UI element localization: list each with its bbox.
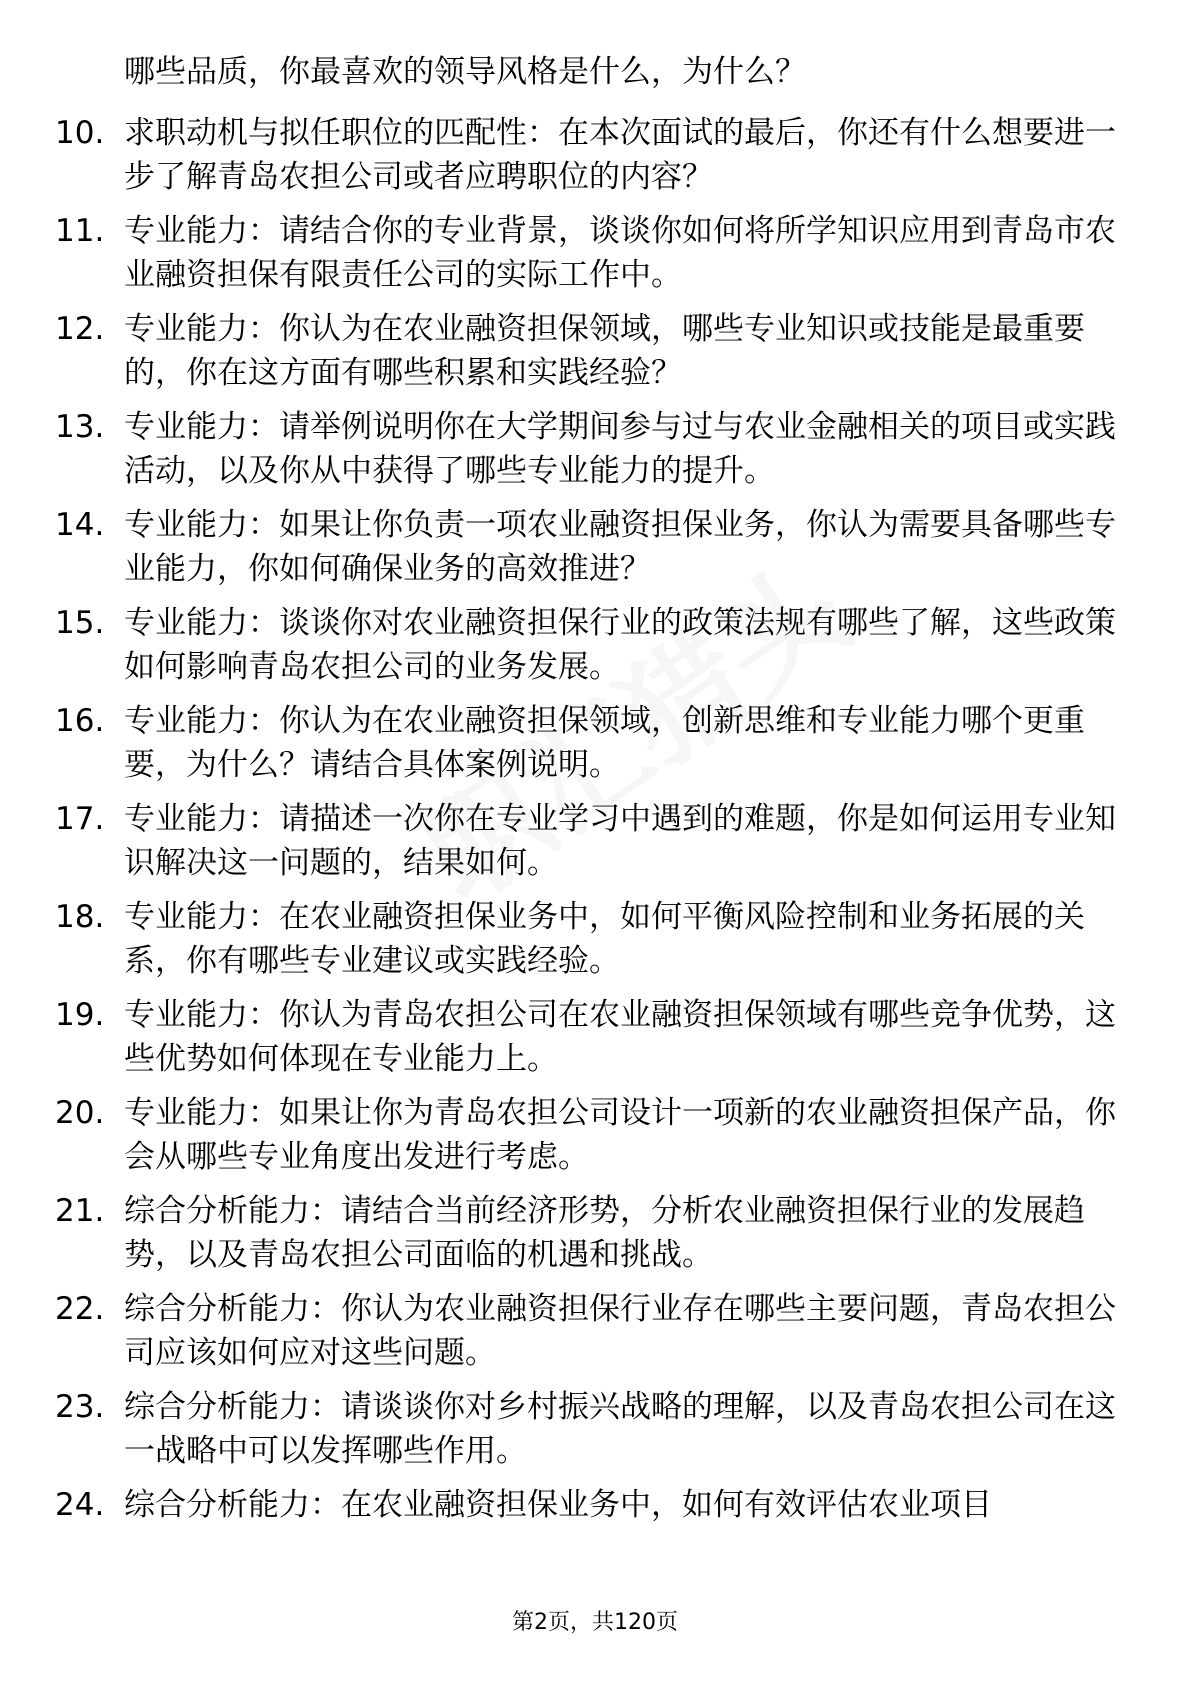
list-item <box>0 307 1190 405</box>
question-number: 19. <box>55 997 105 1033</box>
list-item <box>0 699 1190 797</box>
question-number: 16. <box>55 703 105 739</box>
question-text: 专业能力：如果让你负责一项农业融资担保业务，你认为需要具备哪些专业能力，你如何确保业务的高效推进？ <box>124 507 1116 587</box>
question-text: 专业能力：你认为在农业融资担保领域，创新思维和专业能力哪个更重要，为什么？请结合具体案例说明。 <box>124 703 1085 783</box>
question-text: 专业能力：谈谈你对农业融资担保行业的政策法规有哪些了解，这些政策如何影响青岛农担公司的业务发展。 <box>124 605 1116 685</box>
question-text: 专业能力：在农业融资担保业务中，如何平衡风险控制和业务拓展的关系，你有哪些专业建议或实践经验。 <box>124 899 1085 979</box>
list-item <box>0 797 1190 895</box>
question-number: 10. <box>55 115 105 151</box>
question-text: 专业能力：请举例说明你在大学期间参与过与农业金融相关的项目或实践活动，以及你从中获得了哪些专业能力的提升。 <box>124 409 1116 489</box>
list-item <box>0 601 1190 699</box>
list-item <box>0 503 1190 601</box>
question-number: 12. <box>55 311 105 347</box>
question-text: 专业能力：你认为青岛农担公司在农业融资担保领域有哪些竞争优势，这些优势如何体现在专业能力上。 <box>124 997 1116 1077</box>
question-number: 22. <box>55 1291 105 1327</box>
question-number: 14. <box>55 507 105 543</box>
question-text: 综合分析能力：在农业融资担保业务中，如何有效评估农业项目 <box>124 1487 992 1523</box>
question-text: 专业能力：请描述一次你在专业学习中遇到的难题，你是如何运用专业知识解决这一问题的，结果如何。 <box>124 801 1116 881</box>
question-text: 专业能力：如果让你为青岛农担公司设计一项新的农业融资担保产品，你会从哪些专业角度出发进行考虑。 <box>124 1095 1116 1175</box>
list-item <box>0 1385 1190 1483</box>
list-item <box>0 209 1190 307</box>
page-footer: 第2页，共120页 <box>512 1610 678 1635</box>
question-number: 24. <box>55 1487 105 1523</box>
list-item <box>0 1483 1190 1581</box>
list-item <box>0 1287 1190 1385</box>
question-text: 专业能力：请结合你的专业背景，谈谈你如何将所学知识应用到青岛市农业融资担保有限责任公司的实际工作中。 <box>124 213 1116 293</box>
question-number: 13. <box>55 409 105 445</box>
question-list <box>0 111 1190 1581</box>
question-number: 11. <box>55 213 105 249</box>
question-number: 17. <box>55 801 105 837</box>
list-item <box>0 895 1190 993</box>
list-item <box>0 111 1190 209</box>
list-item <box>0 405 1190 503</box>
question-text: 综合分析能力：请结合当前经济形势，分析农业融资担保行业的发展趋势，以及青岛农担公司面临的机遇和挑战。 <box>124 1193 1085 1273</box>
list-item <box>0 993 1190 1091</box>
list-item <box>0 1189 1190 1287</box>
question-text: 专业能力：你认为在农业融资担保领域，哪些专业知识或技能是最重要的，你在这方面有哪些积累和实践经验？ <box>124 311 1085 391</box>
question-number: 21. <box>55 1193 105 1229</box>
continuation-text: 哪些品质，你最喜欢的领导风格是什么，为什么？ <box>124 54 806 90</box>
question-text: 综合分析能力：请谈谈你对乡村振兴战略的理解，以及青岛农担公司在这一战略中可以发挥哪些作用。 <box>124 1389 1116 1469</box>
question-number: 15. <box>55 605 105 641</box>
question-number: 20. <box>55 1095 105 1131</box>
question-number: 18. <box>55 899 105 935</box>
list-item <box>0 1091 1190 1189</box>
question-number: 23. <box>55 1389 105 1425</box>
question-text: 求职动机与拟任职位的匹配性：在本次面试的最后，你还有什么想要进一步了解青岛农担公司或者应聘职位的内容？ <box>124 115 1116 195</box>
question-text: 综合分析能力：你认为农业融资担保行业存在哪些主要问题，青岛农担公司应该如何应对这些问题。 <box>124 1291 1116 1371</box>
